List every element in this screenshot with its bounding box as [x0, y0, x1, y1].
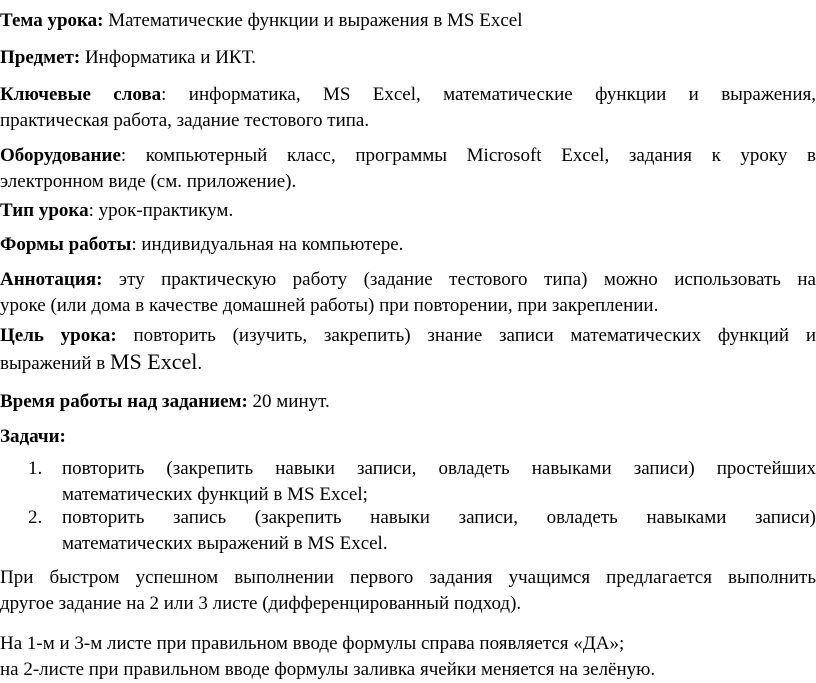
goal-line1: повторить (изучить, закрепить) знание записи математических функций и — [116, 325, 816, 346]
equipment-line1: : компьютерный класс, программы Microsoft Excel, задания к уроку в — [120, 145, 816, 166]
list-item-number: 1. — [28, 458, 43, 479]
lesson-type-label: Тип урока — [0, 200, 89, 221]
equipment-line2: электронном виде (см. приложение). — [0, 171, 297, 192]
tasks-heading — [0, 424, 816, 450]
keywords-paragraph — [0, 82, 816, 134]
list-item-number: 2. — [28, 507, 43, 528]
time-text: 20 минут. — [247, 391, 330, 412]
time-label: Время работы над заданием: — [0, 391, 248, 412]
goal-line2-b: MS Excel — [109, 349, 198, 374]
note-paragraph — [0, 631, 816, 683]
annotation-paragraph — [0, 267, 816, 319]
topic-paragraph — [0, 8, 816, 34]
work-forms-text: : индивидуальная на компьютере. — [131, 234, 404, 255]
fast-line2: другое задание на 2 или 3 листе (дифференцированный подход). — [0, 593, 522, 614]
keywords-line1: : информатика, MS Excel, математические функции и выражения, — [161, 84, 816, 105]
equipment-paragraph — [0, 143, 816, 195]
equipment-label: Оборудование — [0, 145, 121, 166]
goal-line2-a: выражений в — [0, 353, 110, 374]
note-line1: На 1-м и 3-м листе при правильном вводе формулы справа появляется «ДА»; — [0, 633, 625, 654]
annotation-line2: уроке (или дома в качестве домашней работы) при повторении, при закреплении. — [0, 295, 659, 316]
list-item-line1: повторить запись (закрепить навыки записи, овладеть навыками записи) — [62, 507, 816, 528]
topic-text: Математические функции и выражения в MS Excel — [103, 10, 523, 31]
work-forms-paragraph — [0, 232, 816, 258]
tasks-label: Задачи: — [0, 426, 66, 447]
note-line2: на 2-листе при правильном вводе формулы заливка ячейки меняется на зелёную. — [0, 659, 656, 680]
annotation-label: Аннотация: — [0, 269, 103, 290]
topic-label: Тема урока: — [0, 10, 104, 31]
list-item-line2: математических функций в MS Excel; — [62, 484, 368, 505]
lesson-type-text: : урок-практикум. — [88, 200, 234, 221]
lesson-type-paragraph — [0, 198, 816, 224]
list-item-line1: повторить (закрепить навыки записи, овладеть навыками записи) простейших — [62, 458, 816, 479]
keywords-label: Ключевые слова — [0, 84, 162, 105]
subject-label: Предмет: — [0, 47, 81, 68]
fast-paragraph — [0, 565, 816, 617]
fast-line1: При быстром успешном выполнении первого задания учащимся предлагается выполнить — [0, 567, 816, 588]
goal-label: Цель урока: — [0, 325, 117, 346]
goal-line2-c: . — [197, 353, 203, 374]
keywords-line2: практическая работа, задание тестового типа. — [0, 110, 370, 131]
list-item-line2: математических выражений в MS Excel. — [62, 533, 388, 554]
time-paragraph — [0, 389, 816, 415]
goal-paragraph — [0, 323, 816, 377]
annotation-line1: эту практическую работу (задание тестового типа) можно использовать на — [102, 269, 816, 290]
work-forms-label: Формы работы — [0, 234, 132, 255]
subject-paragraph — [0, 45, 816, 71]
subject-text: Информатика и ИКТ. — [80, 47, 257, 68]
